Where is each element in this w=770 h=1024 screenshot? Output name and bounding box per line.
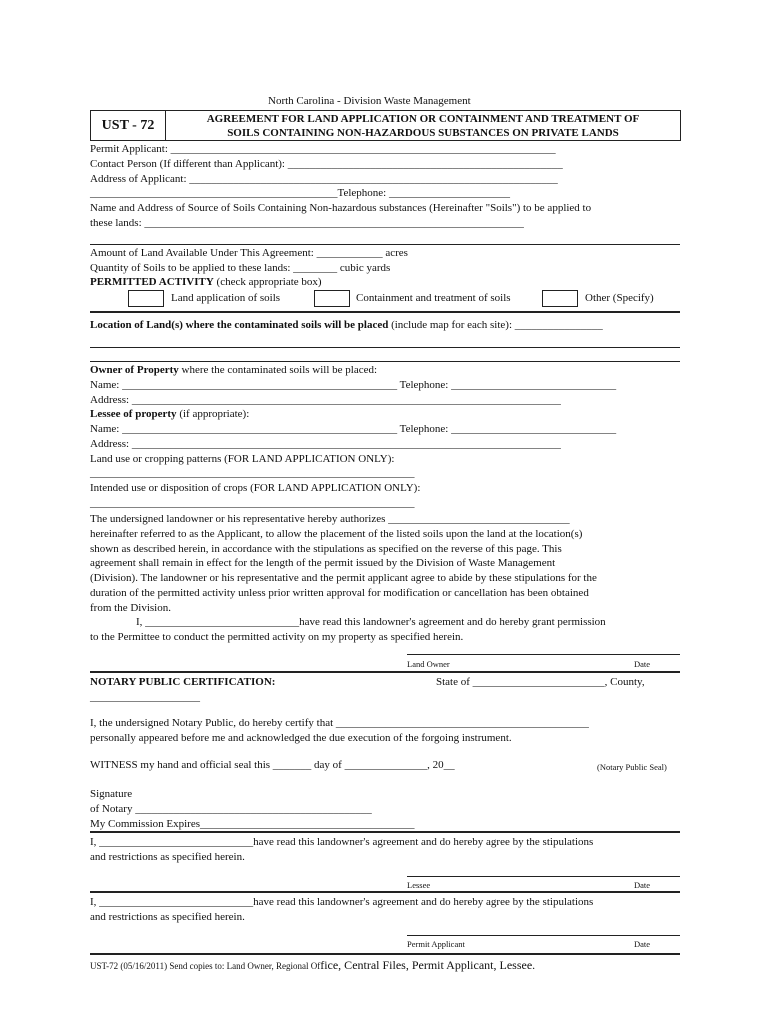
agency-name: North Carolina - Division Waste Management [268, 95, 471, 107]
form-title-line2: SOILS CONTAINING NON-HAZARDOUS SUBSTANCES ON PRIVATE LANDS [227, 127, 619, 139]
form-title [166, 110, 681, 141]
location-label: Location of Land(s) where the contaminated soils will be placed [90, 319, 389, 331]
landowner-signature-line[interactable] [407, 654, 680, 655]
section-divider [90, 311, 680, 313]
land-use-field[interactable]: ___________________________________________________________ [90, 467, 415, 479]
applicant-address-field[interactable]: Address of Applicant: ___________________________________________________________________ [90, 173, 558, 185]
permitted-activity-hint: (check appropriate box) [216, 276, 322, 288]
permit-applicant-field[interactable]: Permit Applicant: ______________________________________________________________________ [90, 143, 556, 155]
lessee-name-field[interactable]: Name: __________________________________________________ Telephone: ______________________________ [90, 423, 617, 435]
owner-heading [90, 364, 377, 377]
section-divider [90, 671, 680, 673]
authorization-line: from the Division. [90, 601, 171, 614]
soil-source-label: Name and Address of Source of Soils Containing Non-hazardous substances (Hereinafter "Soils") to be applied to [90, 202, 592, 214]
other-checkbox[interactable] [542, 290, 578, 307]
land-use-label: Land use or cropping patterns (FOR LAND APPLICATION ONLY): [90, 453, 395, 465]
notary-county-field[interactable]: ____________________ [90, 691, 200, 703]
section-divider [90, 831, 680, 833]
section-divider [90, 891, 680, 893]
lessee-statement[interactable]: I, ____________________________have read this landowner's agreement and do hereby agree by the stipulations [90, 836, 594, 848]
form-code: UST - 72 [101, 117, 155, 133]
landowner-signature-label: Land Owner [407, 659, 450, 669]
soil-source-field[interactable]: these lands: _____________________________________________________________________ [90, 217, 524, 229]
owner-title: Owner of Property [90, 364, 179, 376]
crops-field[interactable]: ___________________________________________________________ [90, 497, 415, 509]
land-application-label: Land application of soils [171, 292, 281, 304]
location-line-3[interactable] [90, 361, 680, 362]
form-code-box [90, 110, 166, 141]
location-hint: (include map for each site): ________________ [391, 319, 603, 331]
lessee-signature-label: Lessee [407, 880, 431, 890]
permitted-activity-heading [90, 276, 322, 289]
notary-signature-field[interactable]: of Notary ___________________________________________ [90, 803, 372, 815]
authorization-line: agreement shall remain in effect for the length of the permit issued by the Division of Waste Management [90, 557, 556, 570]
lessee-subtitle: (if appropriate): [179, 408, 250, 420]
lessee-date-label: Date [634, 880, 651, 890]
footer [90, 959, 535, 973]
landowner-statement[interactable]: I, ____________________________have read this landowner's agreement and do hereby grant permission [136, 616, 606, 628]
notary-witness[interactable]: WITNESS my hand and official seal this _______ day of _______________, 20__ [90, 759, 455, 771]
applicant-signature-line[interactable] [407, 935, 680, 936]
landowner-statement-cont: to the Permittee to conduct the permitted activity on my property as specified herein. [90, 631, 464, 643]
authorization-line: (Division). The landowner or his representative and the permit applicant agree to abide by these stipulations for the [90, 572, 597, 585]
lessee-address-field[interactable]: Address: ______________________________________________________________________________ [90, 438, 561, 450]
containment-label: Containment and treatment of soils [356, 292, 511, 304]
applicant-statement[interactable]: I, ____________________________have read this landowner's agreement and do hereby agree by the stipulations [90, 896, 594, 908]
location-line-2[interactable] [90, 347, 680, 348]
owner-subtitle: where the contaminated soils will be placed: [181, 364, 378, 376]
containment-checkbox[interactable] [314, 290, 350, 307]
authorization-line: hereinafter referred to as the Applicant, to allow the placement of the listed soils upon the land at the location(s) [90, 527, 583, 540]
land-application-checkbox[interactable] [128, 290, 164, 307]
authorization-paragraph [90, 512, 682, 616]
notary-state-county[interactable]: State of ________________________, County, [436, 676, 645, 688]
land-available-field[interactable]: Amount of Land Available Under This Agreement: ____________ acres [90, 247, 408, 259]
lessee-signature-line[interactable] [407, 876, 680, 877]
notary-heading: NOTARY PUBLIC CERTIFICATION: [90, 676, 276, 688]
applicant-telephone-field[interactable]: _____________________________________________Telephone: ______________________ [90, 187, 510, 199]
notary-certify-cont: personally appeared before me and acknowledged the due execution of the forgoing instrument. [90, 732, 512, 744]
notary-commission-field[interactable]: My Commission Expires_______________________________________ [90, 818, 415, 830]
notary-signature-label: Signature [90, 788, 133, 800]
footer-large: fice, Central Files, Permit Applicant, Lessee. [320, 958, 536, 972]
owner-name-field[interactable]: Name: __________________________________________________ Telephone: ______________________________ [90, 379, 617, 391]
other-label: Other (Specify) [585, 292, 654, 304]
section-divider [90, 953, 680, 955]
applicant-date-label: Date [634, 939, 651, 949]
location-heading[interactable] [90, 319, 603, 332]
applicant-signature-label: Permit Applicant [407, 939, 465, 949]
notary-seal-label: (Notary Public Seal) [597, 762, 667, 772]
notary-certify[interactable]: I, the undersigned Notary Public, do hereby certify that ______________________________________________ [90, 717, 589, 729]
soil-source-line[interactable] [90, 244, 680, 245]
lessee-heading [90, 408, 249, 421]
applicant-statement-cont: and restrictions as specified herein. [90, 911, 245, 923]
landowner-date-label: Date [634, 659, 651, 669]
form-title-line1: AGREEMENT FOR LAND APPLICATION OR CONTAINMENT AND TREATMENT OF [206, 113, 640, 125]
authorization-line: duration of the permitted activity unless prior written approval for modification or cancellation has been obtained [90, 586, 589, 599]
soil-quantity-field[interactable]: Quantity of Soils to be applied to these lands: ________ cubic yards [90, 262, 391, 274]
permitted-activity-title: PERMITTED ACTIVITY [90, 276, 214, 288]
contact-person-field[interactable]: Contact Person (If different than Applicant): __________________________________________________ [90, 158, 563, 170]
authorization-line: shown as described herein, in accordance with the stipulations as specified on the reverse of this page. This [90, 542, 562, 555]
footer-small: UST-72 (05/16/2011) Send copies to: Land Owner, Regional Of [90, 961, 321, 971]
lessee-statement-cont: and restrictions as specified herein. [90, 851, 245, 863]
crops-label: Intended use or disposition of crops (FOR LAND APPLICATION ONLY): [90, 482, 421, 494]
owner-address-field[interactable]: Address: ______________________________________________________________________________ [90, 394, 561, 406]
lessee-title: Lessee of property [90, 408, 177, 420]
authorization-line[interactable]: The undersigned landowner or his representative hereby authorizes _________________________________ [90, 513, 570, 525]
